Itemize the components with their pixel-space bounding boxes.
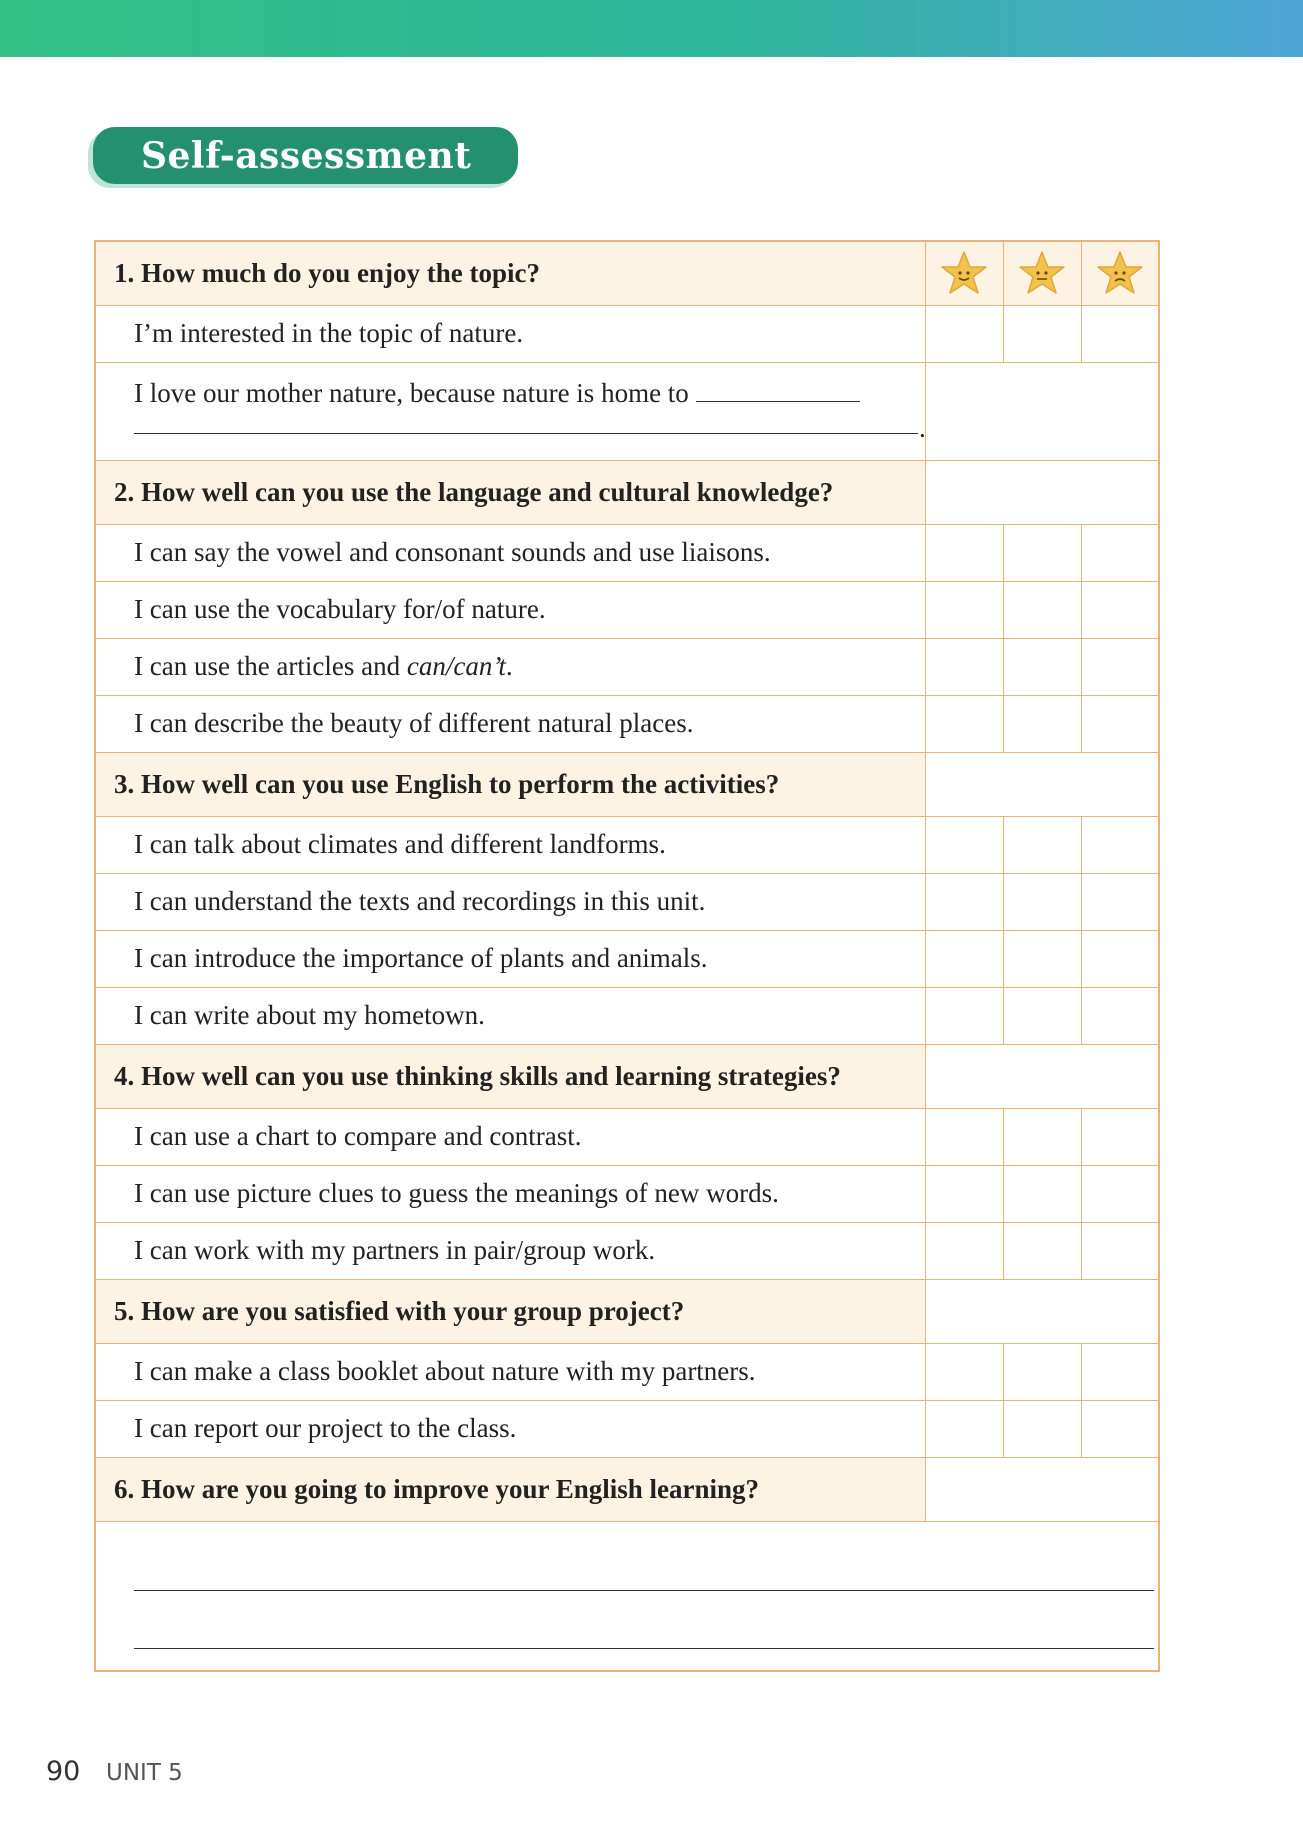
rating-cell[interactable] [925,638,1003,695]
unit-label: UNIT 5 [106,1760,183,1786]
rating-cell[interactable] [1081,1165,1159,1222]
self-assessment-table [94,240,1160,1672]
table-row [95,873,1159,930]
fill-in-item [95,362,925,460]
item-text: I can talk about climates and different landforms. [95,816,925,873]
rating-cell[interactable] [925,1165,1003,1222]
question-row [95,241,1159,305]
rating-cell[interactable] [1003,1165,1081,1222]
rating-header-neutral [1003,241,1081,305]
rating-cell[interactable] [1003,1400,1081,1457]
table-row [95,695,1159,752]
question-row [95,1457,1159,1521]
neutral-star-icon [1018,250,1066,296]
top-color-bar [0,0,1303,57]
item-text-with-italic [95,638,925,695]
rating-header-happy [925,241,1003,305]
question-text: 2. How well can you use the language and cultural knowledge? [95,460,925,524]
item-text: I can use the articles and [134,651,401,681]
fill-in-blank-line[interactable] [134,433,918,434]
rating-cell[interactable] [1081,695,1159,752]
item-text: I’m interested in the topic of nature. [95,305,925,362]
page-title: Self-assessment [141,134,472,177]
italic-term: can/can’t [406,651,506,681]
happy-star-icon [940,250,988,296]
table-row [95,1400,1159,1457]
rating-cell[interactable] [1081,581,1159,638]
item-text: I can use the vocabulary for/of nature. [95,581,925,638]
rating-cell[interactable] [1003,1222,1081,1279]
table-row [95,930,1159,987]
rating-cell[interactable] [1003,524,1081,581]
item-text: I can use picture clues to guess the meanings of new words. [95,1165,925,1222]
rating-cell[interactable] [1081,1222,1159,1279]
rating-cell[interactable] [925,581,1003,638]
table-row [95,305,1159,362]
empty-rating-area [925,362,1159,460]
table-row [95,1343,1159,1400]
answer-line[interactable] [134,1648,1154,1649]
empty-rating-area [925,1457,1159,1521]
question-row [95,1279,1159,1343]
rating-header-sad [1081,241,1159,305]
question-row [95,1044,1159,1108]
rating-cell[interactable] [925,816,1003,873]
question-text: 5. How are you satisfied with your group project? [95,1279,925,1343]
table-row [95,362,1159,460]
rating-cell[interactable] [925,1222,1003,1279]
table-row [95,1165,1159,1222]
rating-cell[interactable] [925,1400,1003,1457]
rating-cell[interactable] [1003,816,1081,873]
item-text: I can work with my partners in pair/group work. [95,1222,925,1279]
question-row [95,752,1159,816]
item-text: I can introduce the importance of plants and animals. [95,930,925,987]
table-row [95,581,1159,638]
rating-cell[interactable] [925,873,1003,930]
rating-cell[interactable] [925,930,1003,987]
table-row [95,1108,1159,1165]
rating-cell[interactable] [1003,1343,1081,1400]
question-text: 6. How are you going to improve your English learning? [95,1457,925,1521]
table-row [95,987,1159,1044]
rating-cell[interactable] [1081,930,1159,987]
rating-cell[interactable] [1003,873,1081,930]
item-text: I can describe the beauty of different natural places. [95,695,925,752]
answer-line[interactable] [134,1590,1154,1591]
rating-cell[interactable] [1081,1400,1159,1457]
rating-cell[interactable] [925,305,1003,362]
rating-cell[interactable] [1003,638,1081,695]
question-row [95,460,1159,524]
rating-cell[interactable] [1003,987,1081,1044]
rating-cell[interactable] [1003,1108,1081,1165]
rating-cell[interactable] [1003,305,1081,362]
empty-rating-area [925,460,1159,524]
rating-cell[interactable] [1081,816,1159,873]
rating-cell[interactable] [925,1108,1003,1165]
rating-cell[interactable] [925,987,1003,1044]
answer-area [95,1521,1159,1671]
question-text: 3. How well can you use English to perform the activities? [95,752,925,816]
rating-cell[interactable] [1081,1108,1159,1165]
rating-cell[interactable] [1081,524,1159,581]
item-text: I can say the vowel and consonant sounds and use liaisons. [95,524,925,581]
fill-in-blank[interactable] [696,377,860,402]
rating-cell[interactable] [1081,305,1159,362]
table-row [95,524,1159,581]
rating-cell[interactable] [1081,987,1159,1044]
question-text: 4. How well can you use thinking skills and learning strategies? [95,1044,925,1108]
empty-rating-area [925,1044,1159,1108]
question-text: 1. How much do you enjoy the topic? [95,241,925,305]
rating-cell[interactable] [925,1343,1003,1400]
title-badge [93,127,518,184]
item-period: . [505,651,513,681]
rating-cell[interactable] [925,695,1003,752]
empty-rating-area [925,752,1159,816]
period-mark: . [919,412,926,443]
rating-cell[interactable] [1081,873,1159,930]
rating-cell[interactable] [1081,638,1159,695]
rating-cell[interactable] [1003,581,1081,638]
rating-cell[interactable] [1003,930,1081,987]
empty-rating-area [925,1279,1159,1343]
table-row [95,816,1159,873]
answer-row [95,1521,1159,1671]
rating-cell[interactable] [1081,1343,1159,1400]
page-number: 90 [46,1756,81,1787]
rating-cell[interactable] [1003,695,1081,752]
item-text: I love our mother nature, because nature is home to [134,377,689,408]
table-row [95,1222,1159,1279]
item-text: I can understand the texts and recordings in this unit. [95,873,925,930]
item-text: I can use a chart to compare and contrast. [95,1108,925,1165]
item-text: I can write about my hometown. [95,987,925,1044]
item-text: I can report our project to the class. [95,1400,925,1457]
sad-star-icon [1096,250,1144,296]
table-row [95,638,1159,695]
item-text: I can make a class booklet about nature with my partners. [95,1343,925,1400]
rating-cell[interactable] [925,524,1003,581]
